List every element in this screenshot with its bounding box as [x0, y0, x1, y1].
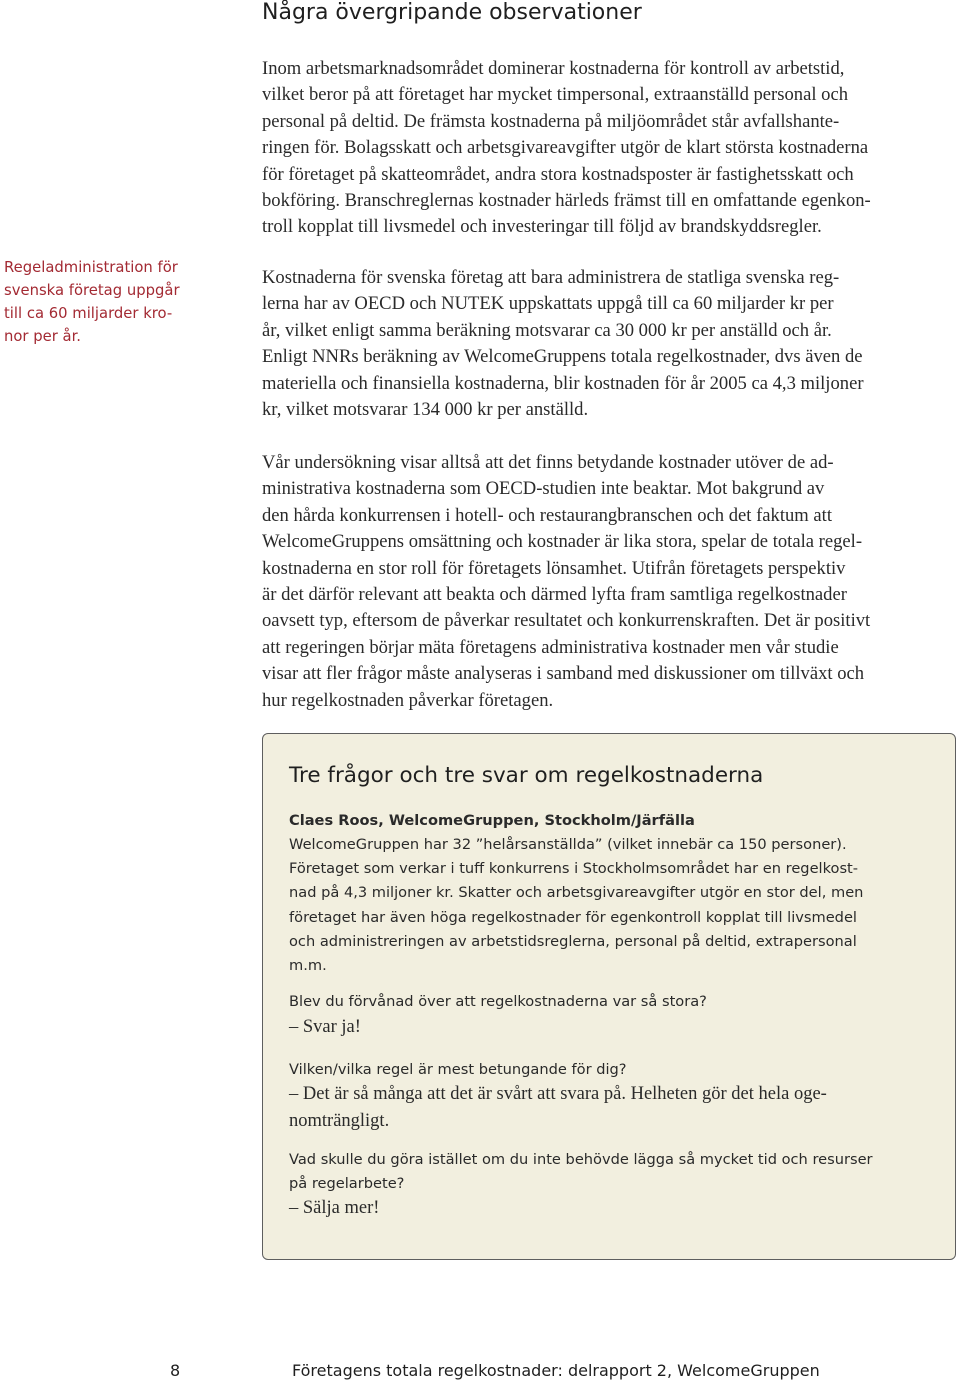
- paragraph-2: [262, 265, 960, 423]
- text-line: bokföring. Branschreglernas kostnader härleds främst till en omfattande egenkon-: [262, 190, 871, 212]
- question-1: [289, 990, 939, 1014]
- text-line: nomträngligt.: [289, 1111, 390, 1131]
- interviewee: Claes Roos, WelcomeGruppen, Stockholm/Järfälla: [289, 812, 695, 829]
- question-2: [289, 1058, 939, 1082]
- text-line: WelcomeGruppen har 32 ”helårsanställda” (vilket innebär ca 150 personer).: [289, 836, 847, 853]
- text-line: WelcomeGruppens omsättning och kostnader är lika stora, spelar de totala regel-: [262, 531, 863, 553]
- text-line: och administreringen av arbetstidsreglerna, personal på deltid, extrapersonal: [289, 932, 857, 950]
- text-line: personal på deltid. De främsta kostnaderna på miljöområdet står avfallshante-: [262, 110, 840, 132]
- text-line: Vad skulle du göra istället om du inte behövde lägga så mycket tid och resurser: [289, 1151, 873, 1168]
- text-line: kostnaderna en stor roll för företagets lönsamhet. Utifrån företagets perspektiv: [262, 557, 846, 579]
- paragraph-1: [262, 56, 960, 241]
- text-line: – Svar ja!: [289, 1017, 361, 1037]
- footer-title: Företagens totala regelkostnader: delrapport 2, WelcomeGruppen: [292, 1361, 820, 1380]
- paragraph-3: [262, 450, 960, 714]
- answer-1: [289, 1014, 939, 1040]
- text-line: till ca 60 miljarder kro-: [4, 305, 173, 322]
- text-line: Inom arbetsmarknadsområdet dominerar kostnaderna för kontroll av arbetstid,: [262, 58, 845, 79]
- text-line: troll kopplat till livsmedel och investeringar till följd av brandskyddsregler.: [262, 216, 822, 238]
- text-line: oavsett typ, eftersom de påverkar resultatet och konkurrenskraften. Det är positivt: [262, 610, 871, 632]
- text-line: svenska företag uppgår: [4, 282, 180, 299]
- text-line: vilket beror på att företaget har mycket timpersonal, extraanställd personal och: [262, 84, 848, 106]
- sidenote: [4, 256, 214, 348]
- text-line: m.m.: [289, 957, 327, 975]
- text-line: den hårda konkurrensen i hotell- och restaurangbranschen och det faktum att: [262, 504, 832, 526]
- text-line: ringen för. Bolagsskatt och arbetsgivareavgifter utgör de klart största kostnaderna: [262, 137, 869, 159]
- interview-box: [262, 733, 956, 1260]
- text-line: att regeringen börjar mäta företagens administrativa kostnader men vår studie: [262, 636, 839, 658]
- text-line: visar att fler frågor måste analyseras i samband med diskussioner om tillväxt och: [262, 663, 865, 685]
- answer-2: [289, 1081, 939, 1135]
- question-3: [289, 1148, 939, 1196]
- text-line: hur regelkostnaden påverkar företagen.: [262, 689, 554, 711]
- text-line: ministrativa kostnaderna som OECD-studien inte beaktar. Mot bakgrund av: [262, 478, 825, 500]
- text-line: är det därför relevant att beakta och därmed lyfta fram samtliga regelkostnader: [262, 584, 847, 606]
- company-intro: [289, 833, 939, 978]
- text-line: företaget har även höga regelkostnader för egenkontroll kopplat till livsmedel: [289, 908, 857, 926]
- box-title: Tre frågor och tre svar om regelkostnaderna: [289, 763, 764, 788]
- text-line: på regelarbete?: [289, 1175, 405, 1192]
- page-heading: Några övergripande observationer: [262, 0, 642, 25]
- text-line: nad på 4,3 miljoner kr. Skatter och arbetsgivareavgifter utgör en stor del, men: [289, 884, 864, 902]
- text-line: år, vilket enligt samma beräkning motsvarar ca 30 000 kr per anställd och år.: [262, 319, 832, 341]
- text-line: för företaget på skatteområdet, andra stora kostnadsposter är fastighetsskatt och: [262, 163, 854, 185]
- text-line: Vilken/vilka regel är mest betungande för dig?: [289, 1061, 627, 1078]
- page-number: 8: [170, 1361, 181, 1380]
- text-line: – Det är så många att det är svårt att svara på. Helheten gör det hela oge-: [289, 1084, 827, 1104]
- text-line: Företaget som verkar i tuff konkurrens i Stockholmsområdet har en regelkost-: [289, 860, 859, 878]
- text-line: – Sälja mer!: [289, 1198, 380, 1218]
- text-line: Blev du förvånad över att regelkostnaderna var så stora?: [289, 993, 707, 1010]
- text-line: kr, vilket motsvarar 134 000 kr per anställd.: [262, 399, 589, 421]
- text-line: Regeladministration för: [4, 259, 178, 276]
- text-line: Vår undersökning visar alltså att det finns betydande kostnader utöver de ad-: [262, 452, 834, 473]
- text-line: materiella och finansiella kostnaderna, blir kostnaden för år 2005 ca 4,3 miljoner: [262, 372, 864, 394]
- text-line: Enligt NNRs beräkning av WelcomeGruppens totala regelkostnader, dvs även de: [262, 346, 863, 368]
- answer-3: [289, 1195, 939, 1221]
- text-line: lerna har av OECD och NUTEK uppskattats uppgå till ca 60 miljarder kr per: [262, 293, 834, 315]
- text-line: Kostnaderna för svenska företag att bara administrera de statliga svenska reg-: [262, 267, 840, 288]
- text-line: nor per år.: [4, 328, 81, 345]
